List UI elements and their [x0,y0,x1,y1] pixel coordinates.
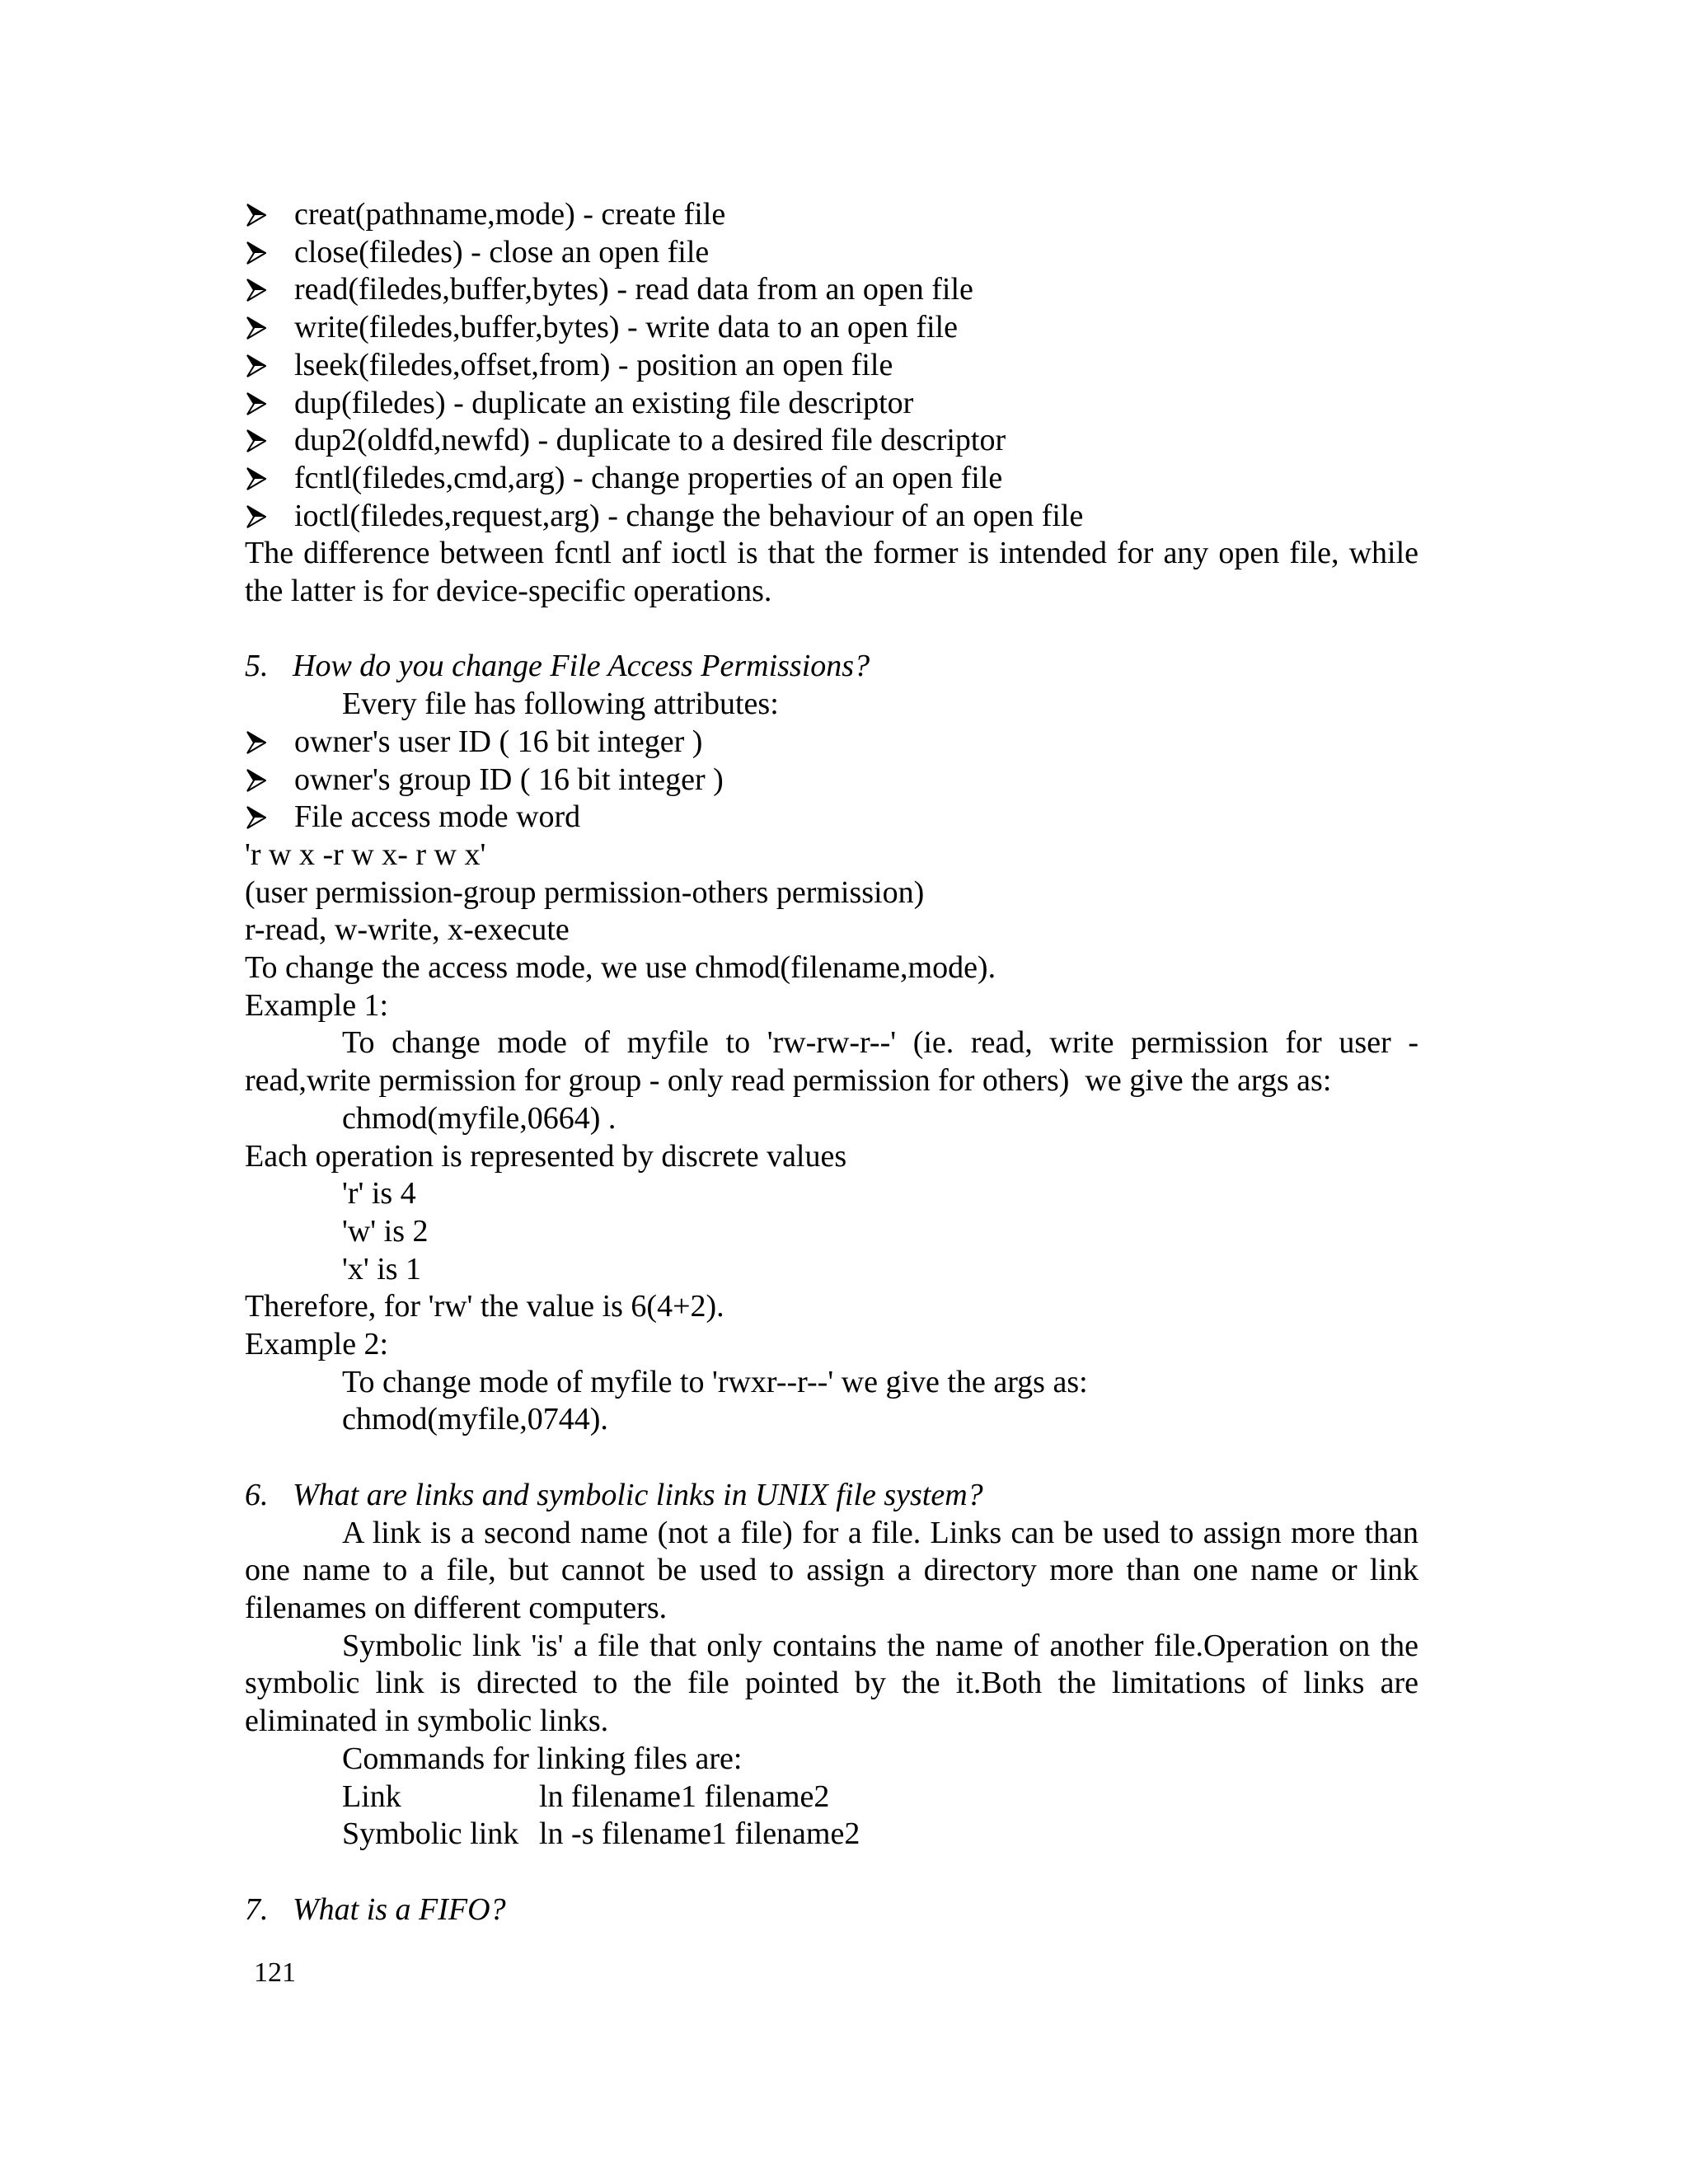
command-name: Symbolic link [342,1816,519,1852]
list-item-text: write(filedes,buffer,bytes) - write data to an open file [294,310,958,345]
arrowhead-bullet-icon [246,769,266,792]
arrowhead-bullet-icon [246,731,266,754]
example-2-label: Example 2: [245,1327,389,1362]
list-item [245,271,1418,309]
list-item-text: dup(filedes) - duplicate an existing file descriptor [294,385,914,420]
arrowhead-bullet-icon [246,505,266,528]
list-item [245,762,1418,799]
question-6-heading [245,1477,1418,1515]
question-title: What is a FIFO? [293,1891,506,1927]
syscall-list [245,196,1418,535]
list-item [245,799,1418,837]
question-title: What are links and symbolic links in UNIX file system? [293,1477,983,1512]
list-item-text: owner's group ID ( 16 bit integer ) [294,762,724,797]
list-item [245,385,1418,423]
example-1-text: To change mode of myfile to 'rw-rw-r--' (ie. read, write permission for user - read,write permission for group - only read permission for others) we give the args as: [245,1025,1427,1099]
example-2-text: To change mode of myfile to 'rwxr--r--' we give the args as: [342,1364,1088,1399]
example-1-label: Example 1: [245,987,389,1023]
fcntl-ioctl-paragraph: The difference between fcntl anf ioctl is that the former is intended for any open file, while the latter is for device-specific operations. [245,536,1427,609]
arrowhead-bullet-icon [246,392,266,415]
question-5-heading [245,648,1418,686]
list-item-text: File access mode word [294,799,581,835]
command-row [245,1816,1418,1854]
commands-intro: Commands for linking files are: [342,1741,743,1776]
question-number: 6. [245,1477,269,1512]
list-item-text: ioctl(filedes,request,arg) - change the behaviour of an open file [294,498,1084,533]
example-2-code: chmod(myfile,0744). [342,1402,608,1437]
list-item [245,422,1418,460]
list-item [245,196,1418,234]
value-x: 'x' is 1 [342,1251,422,1286]
list-item-text: close(filedes) - close an open file [294,234,710,269]
page-number: 121 [254,1957,296,1988]
arrowhead-bullet-icon [246,241,266,265]
list-item-text: owner's user ID ( 16 bit integer ) [294,724,703,759]
list-item [245,234,1418,272]
question-number: 7. [245,1891,269,1927]
value-w: 'w' is 2 [342,1213,429,1249]
spacer [245,1439,1418,1477]
list-item-text: creat(pathname,mode) - create file [294,197,726,232]
example-1-code: chmod(myfile,0664) . [342,1100,617,1136]
mode-description: (user permission-group permission-others permission) [245,874,925,910]
arrowhead-bullet-icon [246,354,266,377]
value-r: 'r' is 4 [342,1176,416,1212]
command-name: Link [342,1779,401,1814]
question-title: How do you change File Access Permissions? [293,649,870,684]
question-number: 5. [245,649,269,684]
arrowhead-bullet-icon [246,806,266,829]
list-item-text: read(filedes,buffer,bytes) - read data from an open file [294,272,973,307]
permission-legend: r-read, w-write, x-execute [245,912,570,948]
list-item [245,460,1418,498]
command-row [245,1779,1418,1816]
chmod-intro: To change the access mode, we use chmod(filename,mode). [245,950,996,986]
list-item [245,724,1418,762]
links-paragraph: A link is a second name (not a file) for a file. Links can be used to assign more than one name to a file, but cannot be used to assign a directory more than one name or link filenames on different computers. [245,1515,1427,1625]
arrowhead-bullet-icon [246,467,266,490]
list-item-text: lseek(filedes,offset,from) - position an open file [294,347,893,382]
attribute-list [245,724,1418,837]
arrowhead-bullet-icon [246,204,266,227]
discrete-values-intro: Each operation is represented by discrete values [245,1138,847,1174]
attributes-intro: Every file has following attributes: [342,687,779,722]
page-content [245,196,1427,1929]
spacer [245,611,1418,649]
spacer [245,1854,1418,1891]
list-item [245,347,1418,385]
arrowhead-bullet-icon [246,279,266,302]
arrowhead-bullet-icon [246,316,266,340]
list-item-text: fcntl(filedes,cmd,arg) - change properties of an open file [294,460,1003,495]
command-syntax: ln filename1 filename2 [539,1779,830,1814]
command-syntax: ln -s filename1 filename2 [539,1816,860,1852]
arrowhead-bullet-icon [246,429,266,452]
symbolic-links-paragraph: Symbolic link 'is' a file that only contains the name of another file.Operation on the symbolic link is directed to the file pointed by the it.Both the limitations of links are eliminated in symbolic links. [245,1628,1427,1739]
mode-word: 'r w x -r w x- r w x' [245,837,486,872]
list-item [245,309,1418,347]
list-item-text: dup2(oldfd,newfd) - duplicate to a desired file descriptor [294,423,1006,458]
list-item [245,498,1418,536]
question-7-heading [245,1891,1418,1929]
therefore-line: Therefore, for 'rw' the value is 6(4+2). [245,1289,724,1324]
